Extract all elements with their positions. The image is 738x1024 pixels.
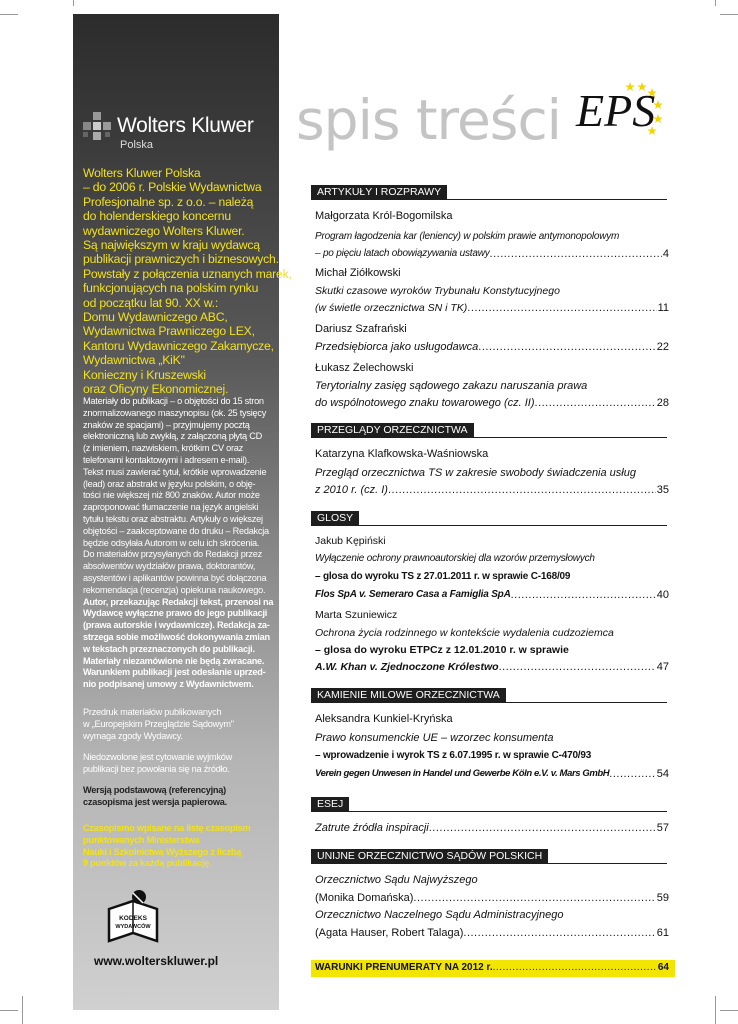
kodeks-label: KODEKS	[119, 915, 147, 922]
eps-logo	[572, 78, 668, 142]
section-header: UNIJNE ORZECZNICTWO SĄDÓW POLSKICH	[311, 849, 548, 864]
intro-line: Kantoru Wydawniczego Zakamycze,	[83, 338, 274, 353]
toc-entry[interactable]	[315, 397, 669, 409]
rules-line: będzie odsyłała Autorom w celu ich skrócenia.	[83, 537, 260, 548]
ref-line: czasopisma jest wersja papierowa.	[83, 796, 227, 807]
sidebar	[73, 14, 292, 1010]
rules-line: tytułu tekstu oraz abstraktu. Artykuły o większej	[83, 513, 263, 524]
toc-case: Verein gegen Unwesen in Handel und Gewerbe Köln e.V. v. Mars GmbH	[315, 768, 610, 779]
crop-mark	[715, 0, 716, 6]
wolters-kluwer-cubes-icon	[83, 112, 111, 140]
page-number: 35	[656, 484, 669, 496]
section-rule	[311, 702, 667, 703]
toc-author: Katarzyna Klafkowska-Waśniowska	[315, 448, 489, 460]
toc-author: (Agata Hauser, Robert Talaga)	[315, 927, 464, 939]
rules-line: telefonami kontaktowymi i adresem e-mail).	[83, 454, 250, 465]
eps-logo-text: EPS	[576, 85, 656, 136]
toc-court: Orzecznictwo Sądu Najwyższego	[315, 874, 478, 886]
toc-author: Jakub Kępiński	[315, 535, 386, 547]
reprint-line: wymaga zgody Wydawcy.	[83, 730, 183, 741]
toc-case: – wprowadzenie i wyrok TS z 6.07.1995 r. w sprawie C-470/93	[315, 750, 592, 761]
rules-line: Do materiałów przysyłanych do Redakcji przez	[83, 549, 262, 560]
rules-line: znaków ze spacjami) – przyjmujemy pocztą	[83, 419, 250, 430]
leader-dots	[467, 302, 656, 314]
rules-bold-line: nio podpisanej umowy z Wydawnictwem.	[83, 679, 254, 690]
page-number: 59	[656, 892, 669, 904]
publisher-name: Wolters Kluwer	[117, 114, 254, 137]
page-number: 22	[656, 341, 669, 353]
kodeks-wydawcow-logo-icon	[103, 887, 163, 947]
page-number: 61	[656, 927, 669, 939]
quotation-notice	[83, 752, 232, 776]
intro-line: Konieczny i Kruszewski	[83, 367, 206, 382]
listed-line: Nauki i Szkolnictwa Wyższego z liczbą	[83, 846, 242, 857]
rules-line: absolwentów wydziałów prawa, doktorantów,	[83, 561, 256, 572]
rules-line: (lead) oraz abstrakt w języku polskim, o obję-	[83, 478, 256, 489]
intro-line: publikacji prawniczych i biznesowych.	[83, 252, 279, 267]
rules-line: zaproponować tłumaczenie na język angielski	[83, 502, 259, 513]
subscription-label: WARUNKI PRENUMERATY NA 2012 r.	[315, 962, 493, 973]
section-rule	[311, 437, 667, 438]
section-header: ARTYKUŁY I ROZPRAWY	[311, 185, 447, 200]
section-header: KAMIENIE MILOWE ORZECZNICTWA	[311, 688, 506, 703]
toc-entry[interactable]	[315, 892, 669, 904]
submission-rules	[83, 396, 279, 691]
section-rule	[311, 863, 667, 864]
rules-line: Tekst musi zawierać tytuł, krótkie wprowadzenie	[83, 466, 267, 477]
toc-entry[interactable]	[315, 341, 669, 353]
crop-mark	[720, 1010, 738, 1011]
leader-dots	[490, 248, 662, 260]
reprint-line: Przedruk materiałów publikowanych	[83, 707, 222, 717]
reference-version-notice	[83, 785, 227, 809]
publisher-intro	[83, 166, 292, 397]
toc-title: Przedsiębiorca jako usługodawca	[315, 341, 479, 353]
leader-dots	[535, 397, 656, 409]
rules-line: asystentów i aplikantów powinna być dołączona	[83, 572, 267, 583]
toc-court: Orzecznictwo Naczelnego Sądu Administracyjnego	[315, 909, 564, 921]
crop-mark	[73, 0, 74, 6]
intro-line: Wolters Kluwer Polska	[83, 166, 201, 180]
crop-mark	[0, 14, 18, 15]
intro-line: Domu Wydawniczego ABC,	[83, 310, 228, 325]
ministry-listing-notice	[83, 823, 250, 870]
rules-bold-line: Warunkiem publikacji jest odesłanie uprzed-	[83, 667, 266, 678]
section-rule	[311, 525, 667, 526]
toc-entry[interactable]	[315, 661, 669, 673]
toc-entry[interactable]	[315, 962, 669, 973]
toc-author: Małgorzata Król-Bogomilska	[315, 210, 453, 222]
toc-author: Michał Ziółkowski	[315, 267, 401, 279]
reprint-line: w „Europejskim Przeglądzie Sądowym"	[83, 718, 234, 729]
section-header: PRZEGLĄDY ORZECZNICTWA	[311, 423, 474, 438]
rules-bold-line: Materiały niezamówione nie będą zwracane.	[83, 655, 265, 666]
section-rule	[311, 199, 667, 200]
intro-line: Profesjonalne sp. z o.o. – należą	[83, 194, 254, 209]
intro-line: Są największym w kraju wydawcą	[83, 238, 260, 253]
page-number: 54	[656, 768, 669, 780]
quote-line: Niedozwolone jest cytowanie wyjmków	[83, 752, 233, 762]
intro-line: – do 2006 r. Polskie Wydawnictwa	[83, 180, 262, 195]
intro-line: Powstały z połączenia uznanych marek,	[83, 266, 292, 281]
leader-dots	[388, 484, 656, 496]
toc-entry[interactable]	[315, 768, 669, 780]
toc-entry[interactable]	[315, 248, 669, 260]
rules-line: Materiały do publikacji – o objętości do 15 stron	[83, 396, 264, 406]
intro-line: oraz Oficyny Ekonomicznej.	[83, 382, 229, 397]
leader-dots	[413, 892, 655, 904]
toc-case: – glosa do wyroku ETPCz z 12.01.2010 r. w sprawie	[315, 644, 569, 656]
toc-entry[interactable]	[315, 927, 669, 939]
toc-entry[interactable]	[315, 302, 669, 314]
toc-author: Marta Szuniewicz	[315, 609, 398, 621]
leader-dots	[499, 661, 656, 673]
page-number: 64	[657, 962, 669, 973]
section-header: ESEJ	[311, 797, 349, 812]
toc-title: Wyłączenie ochrony prawnoautorskiej dla wzorów przemysłowych	[315, 553, 595, 564]
toc-entry[interactable]	[315, 484, 669, 496]
crop-mark	[22, 996, 23, 1024]
toc-title: Ochrona życia rodzinnego w kontekście wydalenia cudzoziemca	[315, 627, 614, 639]
crop-mark	[720, 14, 738, 15]
rules-line: rekomendacja (recenzja) opiekuna naukowego.	[83, 584, 266, 595]
page-title: spis treści	[296, 88, 561, 152]
crop-mark	[0, 1010, 18, 1011]
page-number: 57	[656, 822, 669, 834]
toc-entry[interactable]	[315, 589, 669, 601]
listed-line: 9 punktów za każdą publikację.	[83, 858, 212, 869]
toc-title: (w świetle orzecznictwa SN i TK)	[315, 302, 468, 314]
rules-bold-line: w tekstach przeznaczonych do publikacji.	[83, 643, 255, 654]
intro-line: do holenderskiego koncernu	[83, 209, 231, 224]
publisher-country: Polska	[120, 139, 154, 151]
page-number: 40	[656, 589, 669, 601]
rules-bold-line: (prawa autorskie i wydawnicze). Redakcja za-	[83, 620, 270, 631]
listed-line: punktowanych Ministerstwa	[83, 834, 200, 845]
leader-dots	[493, 962, 657, 973]
toc-title: – po pięciu latach obowiązywania ustawy	[315, 248, 490, 259]
quote-line: publikacji bez powołania się na źródło.	[83, 763, 230, 774]
toc-title: Skutki czasowe wyroków Trybunału Konstytucyjnego	[315, 285, 560, 297]
rules-line: objętości – zaakceptowane do druku – Redakcja	[83, 525, 269, 536]
toc-author: Aleksandra Kunkiel-Kryńska	[315, 713, 453, 725]
toc-title: do wspólnotowego znaku towarowego (cz. II)	[315, 397, 535, 409]
toc-author: (Monika Domańska)	[315, 892, 414, 904]
toc-title: Program łagodzenia kar (leniency) w polskim prawie antymonopolowym	[315, 231, 620, 242]
page-number: 28	[656, 397, 669, 409]
rules-bold-line: Autor, przekazując Redakcji tekst, przenosi na	[83, 596, 274, 607]
rules-line: elektroniczną lub zwykłą, z załączoną płytą CD	[83, 431, 262, 442]
leader-dots	[463, 927, 655, 939]
intro-line: od początku lat 90. XX w.:	[83, 295, 219, 310]
page-number: 4	[662, 248, 669, 260]
ref-line: Wersją podstawową (referencyjną)	[83, 785, 226, 795]
toc-title: Zatrute źródła inspiracji	[315, 822, 429, 834]
intro-line: wydawniczego Wolters Kluwer.	[83, 223, 245, 238]
wydawcow-label: WYDAWCÓW	[115, 924, 151, 930]
leader-dots	[609, 768, 655, 780]
toc-author: Łukasz Żelechowski	[315, 362, 414, 374]
publisher-website-link[interactable]: www.wolterskluwer.pl	[94, 954, 219, 968]
toc-title: z 2010 r. (cz. I)	[315, 484, 388, 496]
toc-case: A.W. Khan v. Zjednoczone Królestwo	[315, 661, 499, 673]
intro-line: funkcjonujących na polskim rynku	[83, 281, 259, 296]
toc-case: Flos SpA v. Semeraro Casa a Famiglia SpA	[315, 589, 511, 600]
toc-entry[interactable]	[315, 822, 669, 834]
leader-dots	[478, 341, 655, 353]
rules-line: znormalizowanego maszynopisu (ok. 25 tysięcy	[83, 407, 267, 418]
intro-line: Wydawnictwa „KiK"	[83, 353, 185, 368]
leader-dots	[511, 589, 656, 601]
toc-title: Terytorialny zasięg sądowego zakazu naruszania prawa	[315, 380, 588, 392]
listed-line: Czasopismo wpisane na listę czasopism	[83, 823, 251, 833]
page-number: 11	[657, 302, 669, 314]
rules-line: tości nie większej niż 800 znaków. Autor może	[83, 490, 260, 501]
publisher-logo	[83, 112, 273, 152]
rules-line: (z imieniem, nazwiskiem, krótkim CV oraz	[83, 443, 244, 454]
section-rule	[311, 811, 667, 812]
rules-bold-line: strzega sobie możliwość dokonywania zmian	[83, 631, 270, 642]
leader-dots	[429, 822, 656, 834]
intro-line: Wydawnictwa Prawniczego LEX,	[83, 324, 255, 339]
toc-title: Przegląd orzecznictwa TS w zakresie swobody świadczenia usług	[315, 467, 636, 479]
toc-author: Dariusz Szafrański	[315, 323, 407, 335]
toc-title: Prawo konsumenckie UE – wzorzec konsumenta	[315, 732, 554, 744]
reprint-notice	[83, 707, 234, 742]
crop-mark	[715, 996, 716, 1024]
page-number: 47	[656, 661, 669, 673]
section-header: GLOSY	[311, 511, 359, 526]
toc-case: – glosa do wyroku TS z 27.01.2011 r. w sprawie C-168/09	[315, 571, 571, 582]
rules-bold-line: Wydawcę wyłączne prawo do jego publikacji	[83, 608, 268, 619]
